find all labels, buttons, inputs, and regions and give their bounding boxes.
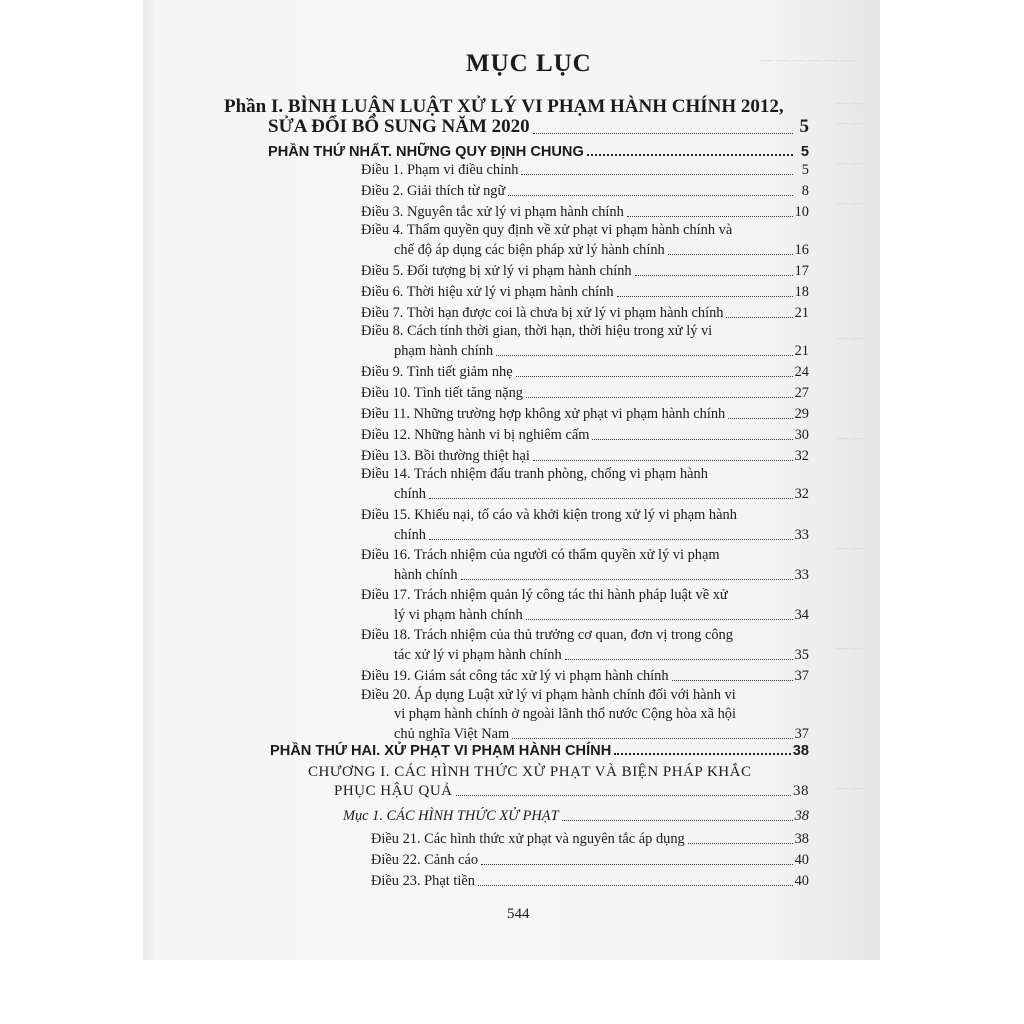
dot-leader [617, 296, 793, 297]
dot-leader [565, 659, 793, 660]
toc-entry [361, 361, 809, 381]
entry-text: Điều 10. Tình tiết tăng nặng [361, 385, 523, 401]
toc-entry [361, 403, 809, 423]
page-ref: 29 [794, 406, 809, 422]
show-through-mark: — — [836, 780, 866, 795]
show-through-mark: — — [836, 640, 866, 655]
chapter-heading-line1: CHƯƠNG I. CÁC HÌNH THỨC XỬ PHẠT VÀ BIỆN PHÁP KHẮC [308, 764, 752, 780]
entry-text-line1: Điều 18. Trách nhiệm của thủ trưởng cơ quan, đơn vị trong công [361, 627, 733, 643]
toc-entry [361, 260, 809, 280]
page-ref: 21 [794, 343, 809, 359]
page-ref: 37 [794, 668, 809, 684]
entry-text: Điều 22. Cảnh cáo [371, 852, 479, 868]
toc-entry [361, 445, 809, 465]
page-ref: 5 [800, 144, 809, 160]
entry-text: Điều 12. Những hành vi bị nghiêm cấm [361, 427, 590, 443]
entry-text: Điều 2. Giải thích từ ngữ [361, 183, 506, 199]
entry-text: Điều 9. Tình tiết giảm nhẹ [361, 364, 513, 380]
page-ref: 37 [794, 726, 809, 742]
dot-leader [533, 460, 793, 461]
dot-leader [688, 843, 793, 844]
toc-entry [371, 849, 809, 869]
chapter-heading-text: PHỤC HẬU QUẢ [334, 783, 453, 799]
page-ref: 30 [794, 427, 809, 443]
dot-leader [562, 820, 793, 821]
dot-leader [614, 753, 791, 755]
page-ref: 10 [794, 204, 809, 220]
toc-entry [394, 239, 809, 259]
show-through-mark: — — [836, 155, 866, 170]
entry-text-line2: vi phạm hành chính ở ngoài lãnh thổ nước Cộng hòa xã hội [394, 706, 736, 722]
page-ref: 40 [794, 852, 809, 868]
entry-text: chủ nghĩa Việt Nam [394, 726, 510, 742]
entry-text-line1: Điều 16. Trách nhiệm của người có thẩm quyền xử lý vi phạm [361, 547, 720, 563]
dot-leader [521, 174, 793, 175]
dot-leader [456, 795, 791, 796]
page-ref: 38 [794, 831, 809, 847]
page-ref: 27 [794, 385, 809, 401]
page-ref: 38 [794, 808, 809, 824]
dot-leader [635, 275, 793, 276]
dot-leader [508, 195, 793, 196]
section-heading-text: PHẦN THỨ HAI. XỬ PHẠT VI PHẠM HÀNH CHÍNH [270, 743, 612, 759]
dot-leader [672, 680, 793, 681]
part1-heading-line1: Phần I. BÌNH LUẬN LUẬT XỬ LÝ VI PHẠM HÀNH CHÍNH 2012, [224, 96, 784, 117]
entry-text: Điều 3. Nguyên tắc xử lý vi phạm hành chính [361, 204, 624, 220]
subsection-heading-text: Mục 1. CÁC HÌNH THỨC XỬ PHẠT [343, 808, 559, 824]
toc-entry [361, 159, 809, 179]
entry-text: Điều 19. Giám sát công tác xử lý vi phạm hành chính [361, 668, 669, 684]
show-through-mark: — — — — — — [760, 52, 855, 67]
entry-text: Điều 13. Bồi thường thiệt hại [361, 448, 530, 464]
dot-leader [526, 619, 793, 620]
dot-leader [533, 133, 793, 134]
dot-leader [726, 317, 792, 318]
page-number: 544 [507, 906, 530, 922]
toc-entry [394, 564, 809, 584]
entry-text-line1: Điều 15. Khiếu nại, tố cáo và khởi kiện trong xử lý vi phạm hành [361, 507, 737, 523]
show-through-mark: — — [836, 115, 866, 130]
toc-entry [394, 483, 809, 503]
page-ref: 34 [794, 607, 809, 623]
toc-entry [394, 340, 809, 360]
part1-heading-text: SỬA ĐỔI BỔ SUNG NĂM 2020 [268, 116, 530, 137]
entry-text-line1: Điều 14. Trách nhiệm đấu tranh phòng, chống vi phạm hành [361, 466, 708, 482]
page-ref: 21 [794, 305, 809, 321]
toc-entry [361, 281, 809, 301]
dot-leader [526, 397, 793, 398]
page-ref: 38 [793, 783, 809, 799]
page-ref: 35 [794, 647, 809, 663]
dot-leader [592, 439, 792, 440]
show-through-mark: — — [836, 330, 866, 345]
toc-entry [361, 180, 809, 200]
show-through-mark: — — [836, 195, 866, 210]
entry-text-line1: Điều 20. Áp dụng Luật xử lý vi phạm hành chính đối với hành vi [361, 687, 736, 703]
page-ref: 32 [794, 448, 809, 464]
show-through-mark: — — [836, 95, 866, 110]
page-ref: 8 [801, 183, 809, 199]
toc-entry [361, 665, 809, 685]
dot-leader [429, 498, 793, 499]
entry-text: hành chính [394, 567, 458, 583]
toc-entry [371, 870, 809, 890]
entry-text-line1: Điều 8. Cách tính thời gian, thời hạn, thời hiệu trong xử lý vi [361, 323, 713, 339]
entry-text-line1: Điều 4. Thẩm quyền quy định về xử phạt vi phạm hành chính và [361, 222, 733, 238]
page-ref: 16 [794, 242, 809, 258]
toc-entry [371, 828, 809, 848]
entry-text: Điều 7. Thời hạn được coi là chưa bị xử lý vi phạm hành chính [361, 305, 724, 321]
page-ref: 33 [794, 527, 809, 543]
entry-text: Điều 23. Phạt tiền [371, 873, 475, 889]
page-ref: 18 [794, 284, 809, 300]
dot-leader [429, 539, 793, 540]
section-heading-2 [270, 737, 809, 759]
entry-text: Điều 11. Những trường hợp không xử phạt vi phạm hành chính [361, 406, 726, 422]
dot-leader [496, 355, 792, 356]
toc-entry [394, 644, 809, 664]
toc-entry [361, 201, 809, 221]
dot-leader [728, 418, 792, 419]
entry-text: lý vi phạm hành chính [394, 607, 523, 623]
dot-leader [587, 154, 793, 156]
part1-heading-line2 [268, 114, 809, 138]
page-ref: 5 [799, 116, 809, 137]
toc-entry [394, 524, 809, 544]
section-heading-text: PHẦN THỨ NHẤT. NHỮNG QUY ĐỊNH CHUNG [268, 144, 584, 160]
page-ref: 32 [794, 486, 809, 502]
entry-text-line1: Điều 17. Trách nhiệm quản lý công tác thi hành pháp luật về xử [361, 587, 728, 603]
entry-text: chính [394, 527, 426, 543]
show-through-mark: — — [836, 430, 866, 445]
entry-text: Điều 5. Đối tượng bị xử lý vi phạm hành chính [361, 263, 632, 279]
toc-entry [361, 382, 809, 402]
dot-leader [516, 376, 793, 377]
section-heading-1 [268, 138, 809, 160]
page-ref: 40 [794, 873, 809, 889]
entry-text: phạm hành chính [394, 343, 494, 359]
entry-text: Điều 1. Phạm vi điều chỉnh [361, 162, 519, 178]
page-ref: 33 [794, 567, 809, 583]
dot-leader [668, 254, 793, 255]
entry-text: Điều 21. Các hình thức xử phạt và nguyên tắc áp dụng [371, 831, 685, 847]
toc-title: MỤC LỤC [466, 50, 592, 77]
page-ref: 38 [792, 743, 809, 759]
dot-leader [461, 579, 793, 580]
toc-entry [394, 604, 809, 624]
dot-leader [481, 864, 793, 865]
entry-text: chế độ áp dụng các biện pháp xử lý hành chính [394, 242, 665, 258]
page-ref: 17 [794, 263, 809, 279]
entry-text: tác xử lý vi phạm hành chính [394, 647, 562, 663]
show-through-mark: — — [836, 540, 866, 555]
entry-text: Điều 6. Thời hiệu xử lý vi phạm hành chính [361, 284, 614, 300]
chapter-heading-line2 [334, 780, 809, 800]
page-ref: 5 [801, 162, 809, 178]
page-ref: 24 [794, 364, 809, 380]
toc-entry [361, 302, 809, 322]
subsection-heading [343, 805, 809, 825]
toc-entry [361, 424, 809, 444]
entry-text: chính [394, 486, 426, 502]
dot-leader [478, 885, 793, 886]
dot-leader [627, 216, 793, 217]
